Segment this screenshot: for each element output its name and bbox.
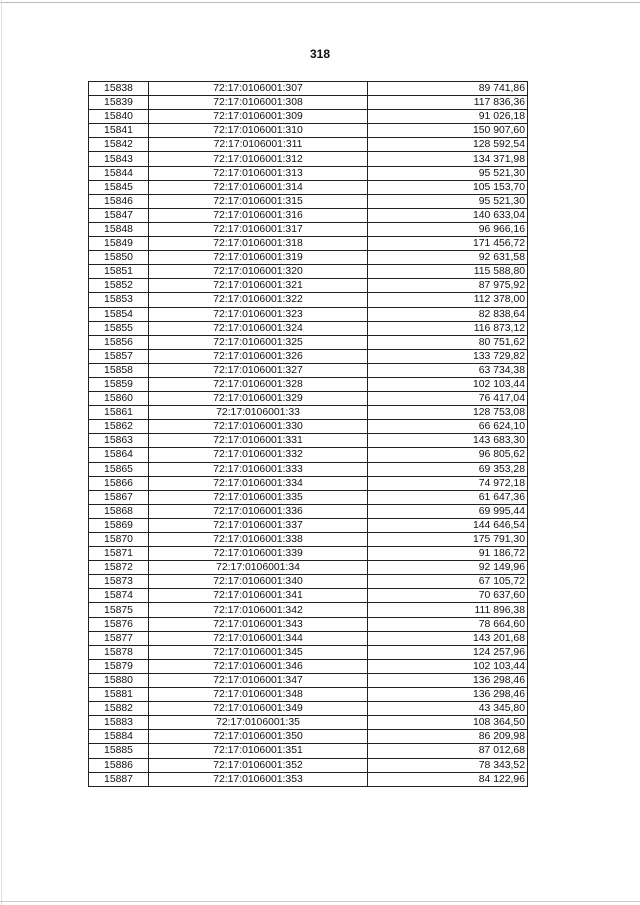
cadastral-number-cell: 72:17:0106001:344 [149,631,368,645]
value-cell: 105 153,70 [368,180,528,194]
row-number-cell: 15858 [89,363,149,377]
scan-edge-top [0,2,640,3]
value-cell: 95 521,30 [368,166,528,180]
table-row [89,110,528,124]
cadastral-number-cell: 72:17:0106001:315 [149,194,368,208]
value-cell: 61 647,36 [368,490,528,504]
table-row [89,82,528,96]
value-cell: 171 456,72 [368,237,528,251]
cadastral-number-cell: 72:17:0106001:324 [149,321,368,335]
row-number-cell: 15841 [89,124,149,138]
cadastral-number-cell: 72:17:0106001:332 [149,448,368,462]
row-number-cell: 15854 [89,307,149,321]
row-number-cell: 15868 [89,504,149,518]
value-cell: 150 907,60 [368,124,528,138]
value-cell: 92 149,96 [368,561,528,575]
row-number-cell: 15861 [89,406,149,420]
table-row [89,448,528,462]
row-number-cell: 15880 [89,673,149,687]
row-number-cell: 15838 [89,82,149,96]
row-number-cell: 15866 [89,476,149,490]
cadastral-number-cell: 72:17:0106001:311 [149,138,368,152]
table-row [89,194,528,208]
row-number-cell: 15860 [89,392,149,406]
row-number-cell: 15850 [89,251,149,265]
cadastral-number-cell: 72:17:0106001:334 [149,476,368,490]
value-cell: 134 371,98 [368,152,528,166]
row-number-cell: 15878 [89,645,149,659]
value-cell: 144 646,54 [368,518,528,532]
row-number-cell: 15857 [89,349,149,363]
table-row [89,349,528,363]
table-row [89,645,528,659]
cadastral-number-cell: 72:17:0106001:331 [149,434,368,448]
row-number-cell: 15859 [89,377,149,391]
row-number-cell: 15876 [89,617,149,631]
row-number-cell: 15875 [89,603,149,617]
table-row [89,321,528,335]
row-number-cell: 15842 [89,138,149,152]
table-row [89,702,528,716]
value-cell: 86 209,98 [368,730,528,744]
cadastral-number-cell: 72:17:0106001:340 [149,575,368,589]
row-number-cell: 15887 [89,772,149,786]
table-row [89,406,528,420]
table-row [89,603,528,617]
value-cell: 102 103,44 [368,659,528,673]
table-row [89,772,528,786]
table-row [89,420,528,434]
value-cell: 115 588,80 [368,265,528,279]
value-cell: 117 836,36 [368,96,528,110]
row-number-cell: 15864 [89,448,149,462]
table-row [89,138,528,152]
cadastral-number-cell: 72:17:0106001:328 [149,377,368,391]
cadastral-number-cell: 72:17:0106001:319 [149,251,368,265]
table-row [89,688,528,702]
cadastral-number-cell: 72:17:0106001:336 [149,504,368,518]
cadastral-number-cell: 72:17:0106001:308 [149,96,368,110]
cadastral-number-cell: 72:17:0106001:33 [149,406,368,420]
table-row [89,716,528,730]
value-cell: 67 105,72 [368,575,528,589]
cadastral-number-cell: 72:17:0106001:321 [149,279,368,293]
cadastral-number-cell: 72:17:0106001:352 [149,758,368,772]
value-cell: 91 026,18 [368,110,528,124]
cadastral-number-cell: 72:17:0106001:316 [149,208,368,222]
cadastral-number-cell: 72:17:0106001:326 [149,349,368,363]
row-number-cell: 15867 [89,490,149,504]
table-row [89,293,528,307]
cadastral-number-cell: 72:17:0106001:350 [149,730,368,744]
row-number-cell: 15840 [89,110,149,124]
row-number-cell: 15885 [89,744,149,758]
cadastral-number-cell: 72:17:0106001:348 [149,688,368,702]
value-cell: 124 257,96 [368,645,528,659]
cadastral-number-cell: 72:17:0106001:330 [149,420,368,434]
table-row [89,744,528,758]
row-number-cell: 15884 [89,730,149,744]
cadastral-number-cell: 72:17:0106001:351 [149,744,368,758]
cadastral-number-cell: 72:17:0106001:353 [149,772,368,786]
table-row [89,659,528,673]
row-number-cell: 15855 [89,321,149,335]
value-cell: 112 378,00 [368,293,528,307]
value-cell: 102 103,44 [368,377,528,391]
row-number-cell: 15839 [89,96,149,110]
row-number-cell: 15844 [89,166,149,180]
row-number-cell: 15851 [89,265,149,279]
table-row [89,96,528,110]
value-cell: 175 791,30 [368,533,528,547]
value-cell: 116 873,12 [368,321,528,335]
row-number-cell: 15862 [89,420,149,434]
page-number: 318 [309,47,331,61]
cadastral-number-cell: 72:17:0106001:327 [149,363,368,377]
cadastral-number-cell: 72:17:0106001:345 [149,645,368,659]
table-row [89,377,528,391]
value-cell: 82 838,64 [368,307,528,321]
cadastral-number-cell: 72:17:0106001:333 [149,462,368,476]
value-cell: 111 896,38 [368,603,528,617]
table-row [89,504,528,518]
table-row [89,279,528,293]
row-number-cell: 15845 [89,180,149,194]
row-number-cell: 15874 [89,589,149,603]
table-row [89,180,528,194]
cadastral-number-cell: 72:17:0106001:349 [149,702,368,716]
value-cell: 66 624,10 [368,420,528,434]
row-number-cell: 15843 [89,152,149,166]
value-cell: 133 729,82 [368,349,528,363]
table-row [89,222,528,236]
row-number-cell: 15879 [89,659,149,673]
row-number-cell: 15852 [89,279,149,293]
row-number-cell: 15883 [89,716,149,730]
table-row [89,124,528,138]
table-row [89,575,528,589]
row-number-cell: 15882 [89,702,149,716]
row-number-cell: 15869 [89,518,149,532]
table-row [89,561,528,575]
row-number-cell: 15853 [89,293,149,307]
cadastral-number-cell: 72:17:0106001:325 [149,335,368,349]
table-row [89,476,528,490]
row-number-cell: 15871 [89,547,149,561]
cadastral-number-cell: 72:17:0106001:347 [149,673,368,687]
value-cell: 78 664,60 [368,617,528,631]
table-row [89,208,528,222]
table-row [89,392,528,406]
cadastral-number-cell: 72:17:0106001:307 [149,82,368,96]
cadastral-number-cell: 72:17:0106001:317 [149,222,368,236]
value-cell: 69 995,44 [368,504,528,518]
cadastral-number-cell: 72:17:0106001:309 [149,110,368,124]
cadastral-number-cell: 72:17:0106001:313 [149,166,368,180]
table-row [89,251,528,265]
row-number-cell: 15886 [89,758,149,772]
value-cell: 74 972,18 [368,476,528,490]
cadastral-number-cell: 72:17:0106001:338 [149,533,368,547]
cadastral-number-cell: 72:17:0106001:318 [149,237,368,251]
table-row [89,434,528,448]
table-row [89,237,528,251]
table-row [89,335,528,349]
cadastral-number-cell: 72:17:0106001:343 [149,617,368,631]
row-number-cell: 15873 [89,575,149,589]
table-row [89,533,528,547]
value-cell: 108 364,50 [368,716,528,730]
cadastral-value-table [88,81,528,787]
cadastral-number-cell: 72:17:0106001:342 [149,603,368,617]
table-row [89,589,528,603]
value-cell: 128 592,54 [368,138,528,152]
row-number-cell: 15863 [89,434,149,448]
value-cell: 136 298,46 [368,688,528,702]
value-cell: 69 353,28 [368,462,528,476]
table-row [89,547,528,561]
row-number-cell: 15848 [89,222,149,236]
value-cell: 143 683,30 [368,434,528,448]
row-number-cell: 15870 [89,533,149,547]
cadastral-number-cell: 72:17:0106001:323 [149,307,368,321]
cadastral-number-cell: 72:17:0106001:312 [149,152,368,166]
table-row [89,518,528,532]
value-cell: 87 975,92 [368,279,528,293]
table-row [89,631,528,645]
cadastral-number-cell: 72:17:0106001:34 [149,561,368,575]
row-number-cell: 15872 [89,561,149,575]
cadastral-number-cell: 72:17:0106001:337 [149,518,368,532]
table-row [89,152,528,166]
value-cell: 84 122,96 [368,772,528,786]
cadastral-number-cell: 72:17:0106001:310 [149,124,368,138]
value-cell: 128 753,08 [368,406,528,420]
cadastral-number-cell: 72:17:0106001:346 [149,659,368,673]
table-row [89,758,528,772]
cadastral-number-cell: 72:17:0106001:335 [149,490,368,504]
cadastral-number-cell: 72:17:0106001:329 [149,392,368,406]
table-row [89,265,528,279]
table-row [89,166,528,180]
value-cell: 91 186,72 [368,547,528,561]
table-row [89,490,528,504]
scan-edge-left [1,0,2,905]
table-row [89,462,528,476]
value-cell: 89 741,86 [368,82,528,96]
table-body [89,82,528,787]
row-number-cell: 15856 [89,335,149,349]
row-number-cell: 15849 [89,237,149,251]
table-row [89,307,528,321]
value-cell: 43 345,80 [368,702,528,716]
value-cell: 95 521,30 [368,194,528,208]
cadastral-number-cell: 72:17:0106001:322 [149,293,368,307]
cadastral-number-cell: 72:17:0106001:35 [149,716,368,730]
row-number-cell: 15877 [89,631,149,645]
scan-edge-bottom [0,901,640,902]
cadastral-number-cell: 72:17:0106001:341 [149,589,368,603]
value-cell: 96 805,62 [368,448,528,462]
table-row [89,730,528,744]
value-cell: 92 631,58 [368,251,528,265]
row-number-cell: 15865 [89,462,149,476]
value-cell: 136 298,46 [368,673,528,687]
row-number-cell: 15881 [89,688,149,702]
table-row [89,363,528,377]
cadastral-number-cell: 72:17:0106001:314 [149,180,368,194]
value-cell: 76 417,04 [368,392,528,406]
value-cell: 143 201,68 [368,631,528,645]
cadastral-number-cell: 72:17:0106001:339 [149,547,368,561]
cadastral-number-cell: 72:17:0106001:320 [149,265,368,279]
row-number-cell: 15847 [89,208,149,222]
value-cell: 140 633,04 [368,208,528,222]
value-cell: 80 751,62 [368,335,528,349]
table-row [89,617,528,631]
value-cell: 87 012,68 [368,744,528,758]
value-cell: 70 637,60 [368,589,528,603]
value-cell: 63 734,38 [368,363,528,377]
row-number-cell: 15846 [89,194,149,208]
table-row [89,673,528,687]
value-cell: 78 343,52 [368,758,528,772]
value-cell: 96 966,16 [368,222,528,236]
